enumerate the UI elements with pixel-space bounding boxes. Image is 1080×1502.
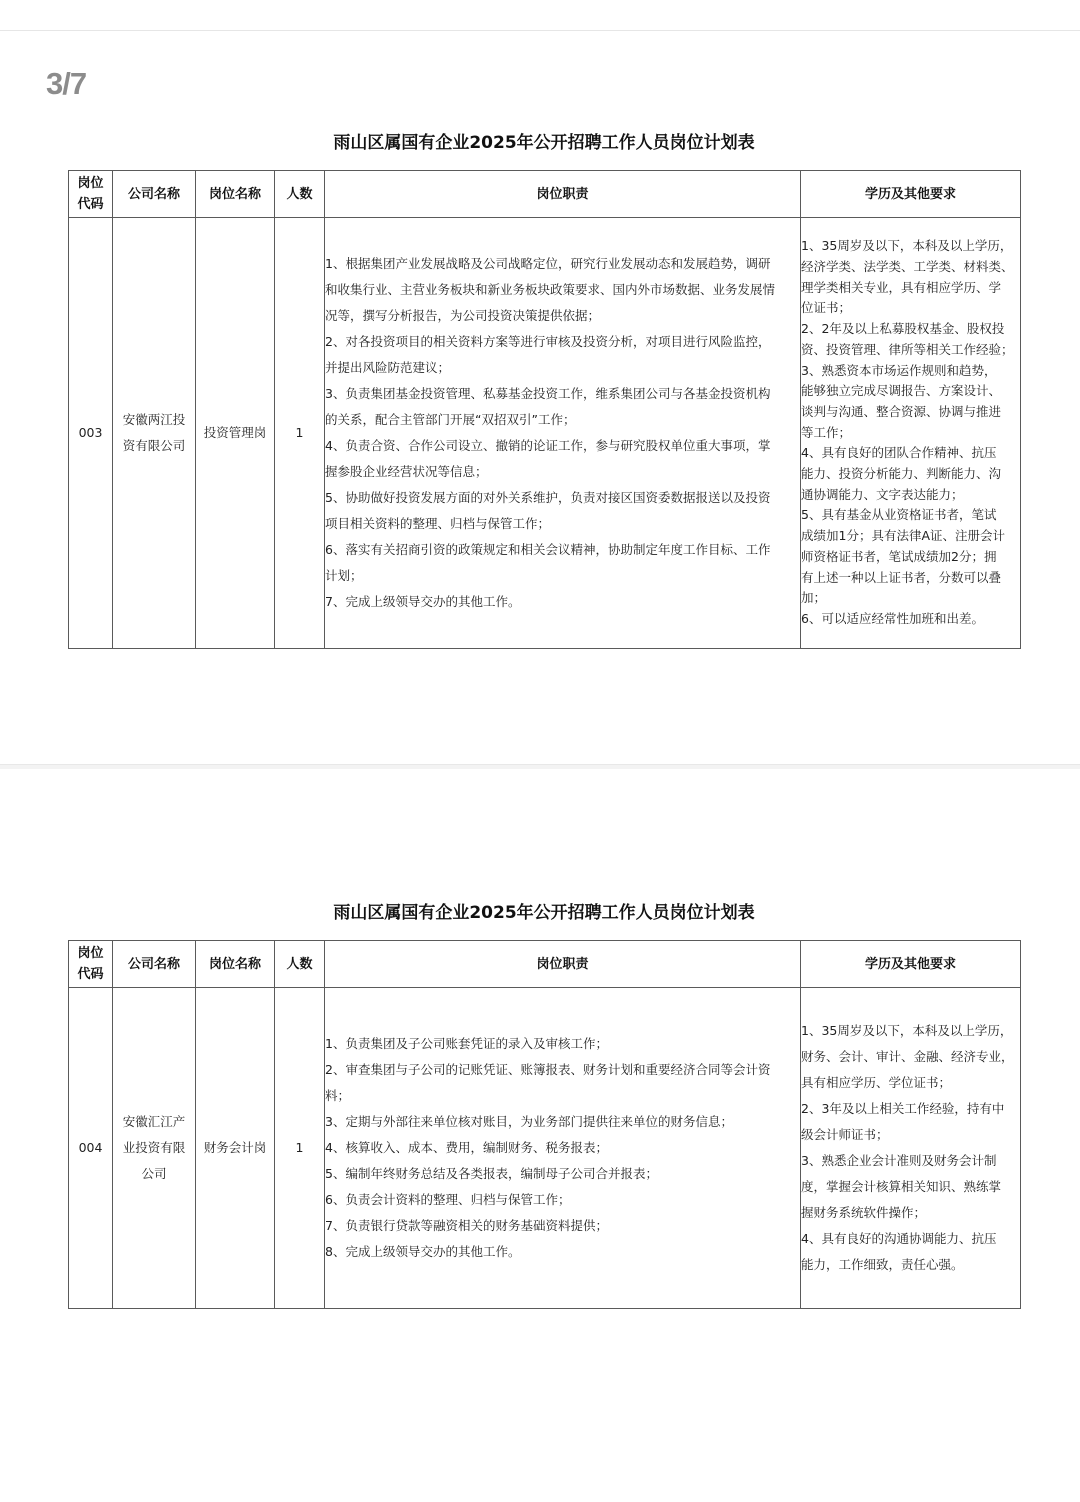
requirement-line: 6、可以适应经常性加班和出差。: [801, 610, 984, 626]
requirement-line: 经济学类、法学类、工学类、材料类、: [801, 259, 1014, 275]
header-company: 公司名称: [113, 941, 196, 988]
requirement-line: 师资格证书者，笔试成绩加2分；拥: [801, 548, 997, 564]
duty-line: 3、负责集团基金投资管理、私募基金投资工作，维系集团公司与各基金投资机构: [325, 386, 771, 401]
header-duties: 岗位职责: [325, 171, 801, 218]
requirement-line: 能力、投资分析能力、判断能力、沟: [801, 466, 1002, 482]
requirement-line: 谈判与沟通、整合资源、协调与推进: [801, 403, 1002, 419]
duty-line: 6、负责会计资料的整理、归档与保管工作；: [325, 1192, 571, 1207]
headcount: 1: [275, 988, 325, 1309]
duty-line: 料；: [325, 1088, 351, 1103]
duty-line: 2、对各投资项目的相关资料方案等进行审核及投资分析，对项目进行风险监控，: [325, 334, 771, 349]
requirement-line: 握财务系统软件操作；: [801, 1205, 927, 1220]
duty-line: 况等，撰写分析报告，为公司投资决策提供依据；: [325, 308, 601, 323]
duty-line: 计划；: [325, 568, 363, 583]
requirement-line: 等工作；: [801, 424, 852, 440]
requirement-line: 1、35周岁及以下，本科及以上学历，: [801, 1023, 1013, 1038]
position-code: 003: [69, 218, 113, 649]
requirement-line: 能力，工作细致，责任心强。: [801, 1257, 964, 1272]
position-name: 投资管理岗: [196, 218, 275, 649]
header-requirements: 学历及其他要求: [801, 941, 1021, 988]
duty-line: 5、协助做好投资发展方面的对外关系维护，负责对接区国资委数据报送以及投资: [325, 490, 771, 505]
header-count: 人数: [275, 171, 325, 218]
header-code: 岗位 代码: [69, 171, 113, 218]
duty-line: 2、审查集团与子公司的记账凭证、账簿报表、财务计划和重要经济合同等会计资: [325, 1062, 771, 1077]
duty-line: 和收集行业、主营业务板块和新业务板块政策要求、国内外市场数据、业务发展情: [325, 282, 776, 297]
headcount: 1: [275, 218, 325, 649]
duty-line: 并提出风险防范建议；: [325, 360, 451, 375]
header-company: 公司名称: [113, 171, 196, 218]
header-requirements: 学历及其他要求: [801, 171, 1021, 218]
recruitment-table: [68, 940, 1021, 1309]
requirement-line: 具有相应学历、学位证书；: [801, 1075, 952, 1090]
sheet-title: 雨山区属国有企业2025年公开招聘工作人员岗位计划表: [333, 133, 755, 153]
duty-line: 的关系，配合主管部门开展“双招双引”工作；: [325, 412, 576, 427]
requirement-line: 度，掌握会计核算相关知识、熟练掌: [801, 1179, 1002, 1194]
requirement-line: 成绩加1分；具有法律A证、注册会计: [801, 528, 1006, 544]
duty-line: 5、编制年终财务总结及各类报表，编制母子公司合并报表；: [325, 1166, 658, 1181]
duty-line: 4、核算收入、成本、费用，编制财务、税务报表；: [325, 1140, 608, 1155]
duty-line: 8、完成上级领导交办的其他工作。: [325, 1244, 521, 1259]
requirement-line: 能够独立完成尽调报告、方案设计、: [801, 383, 1002, 399]
duties-cell: [325, 218, 801, 649]
requirement-line: 2、2年及以上私募股权基金、股权投: [801, 321, 1005, 337]
requirement-line: 通协调能力、文字表达能力；: [801, 486, 964, 502]
requirement-line: 级会计师证书；: [801, 1127, 889, 1142]
requirement-line: 加；: [801, 590, 827, 606]
duty-line: 7、负责银行贷款等融资相关的财务基础资料提供；: [325, 1218, 608, 1233]
sheet-title: 雨山区属国有企业2025年公开招聘工作人员岗位计划表: [333, 903, 755, 923]
requirement-line: 5、具有基金从业资格证书者，笔试: [801, 507, 997, 523]
table-row: [69, 988, 1021, 1309]
sheet-2: [68, 900, 1020, 1309]
header-count: 人数: [275, 941, 325, 988]
header-code: 岗位 代码: [69, 941, 113, 988]
duty-line: 1、负责集团及子公司账套凭证的录入及审核工作；: [325, 1036, 608, 1051]
duty-line: 7、完成上级领导交办的其他工作。: [325, 594, 521, 609]
table-row: [69, 218, 1021, 649]
duty-line: 3、定期与外部往来单位核对账目，为业务部门提供往来单位的财务信息；: [325, 1114, 733, 1129]
position-code: 004: [69, 988, 113, 1309]
requirements-cell: [801, 988, 1021, 1309]
top-divider: [0, 30, 1080, 31]
duty-line: 4、负责合资、合作公司设立、撤销的论证工作，参与研究股权单位重大事项，掌: [325, 438, 771, 453]
duty-line: 6、落实有关招商引资的政策规定和相关会议精神，协助制定年度工作目标、工作: [325, 542, 771, 557]
requirement-line: 理学类相关专业，具有相应学历、学: [801, 279, 1002, 295]
duties-cell: [325, 988, 801, 1309]
requirement-line: 有上述一种以上证书者，分数可以叠: [801, 569, 1002, 585]
header-position: 岗位名称: [196, 171, 275, 218]
position-name: 财务会计岗: [196, 988, 275, 1309]
recruitment-table: [68, 170, 1021, 649]
header-position: 岗位名称: [196, 941, 275, 988]
duty-line: 握参股企业经营状况等信息；: [325, 464, 488, 479]
requirement-line: 3、熟悉资本市场运作规则和趋势，: [801, 362, 997, 378]
sheet-1: [68, 130, 1020, 649]
company-name: 安徽汇江产 业投资有限 公司: [113, 988, 196, 1309]
requirement-line: 3、熟悉企业会计准则及财务会计制: [801, 1153, 997, 1168]
requirement-line: 资、投资管理、律所等相关工作经验；: [801, 341, 1014, 357]
header-row: [69, 941, 1021, 988]
header-duties: 岗位职责: [325, 941, 801, 988]
requirement-line: 4、具有良好的沟通协调能力、抗压: [801, 1231, 997, 1246]
header-row: [69, 171, 1021, 218]
page-separator: [0, 764, 1080, 769]
requirements-cell: [801, 218, 1021, 649]
requirement-line: 1、35周岁及以下，本科及以上学历，: [801, 238, 1013, 254]
duty-line: 项目相关资料的整理、归档与保管工作；: [325, 516, 551, 531]
requirement-line: 2、3年及以上相关工作经验，持有中: [801, 1101, 1005, 1116]
company-name: 安徽两江投 资有限公司: [113, 218, 196, 649]
page-indicator: 3/7: [46, 66, 87, 101]
requirement-line: 位证书；: [801, 300, 852, 316]
requirement-line: 4、具有良好的团队合作精神、抗压: [801, 445, 997, 461]
requirement-line: 财务、会计、审计、金融、经济专业，: [801, 1049, 1014, 1064]
duty-line: 1、根据集团产业发展战略及公司战略定位，研究行业发展动态和发展趋势，调研: [325, 256, 771, 271]
